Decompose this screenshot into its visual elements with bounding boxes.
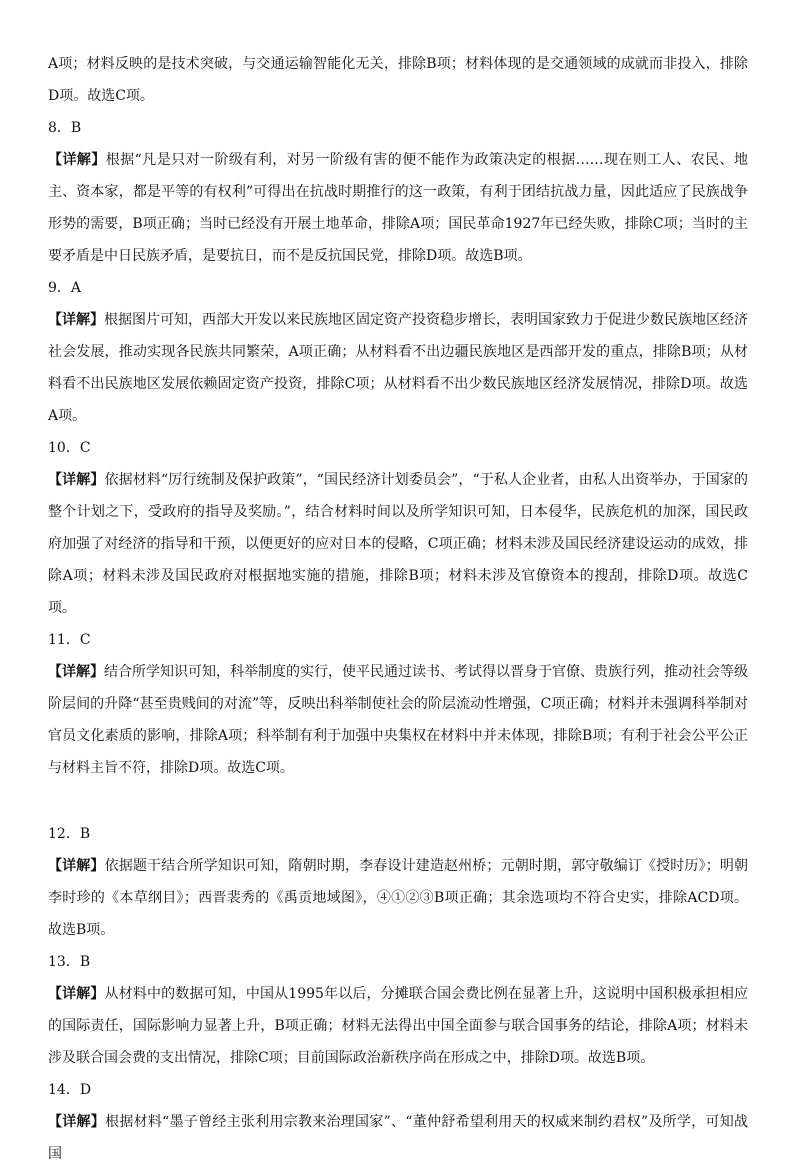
answer-entry-8 <box>48 112 748 272</box>
answer-entry-12 <box>48 818 748 946</box>
explanation-text: 依据材料“厉行统制及保护政策”，“国民经济计划委员会”，“于私人企业者，由私人出资举办，于国家的整个计划之下，受政府的指导及奖励。”，结合材料时间以及所学知识可知，日本侵华，民族危机的加深，国民政府加强了对经济的指导和干预，以便更好的应对日本的侵略，C项正确；材料未涉及国民经济建设运动的成效，排除A项；材料未涉及国民政府对根据地实施的措施，排除B项；材料未涉及官僚资本的搜刮，排除D项。故选C项。 <box>48 472 749 616</box>
explanation-paragraph <box>48 1106 748 1170</box>
explanation-text: 根据图片可知，西部大开发以来民族地区固定资产投资稳步增长，表明国家致力于促进少数民族地区经济社会发展，推动实现各民族共同繁荣，A项正确；从材料看不出边疆民族地区是西部开发的重点，排除B项；从材料看不出民族地区发展依赖固定资产投资，排除C项；从材料看不出少数民族地区经济发展情况，排除D项。故选A项。 <box>48 312 748 424</box>
detail-tag: 【详解】 <box>48 312 104 328</box>
detail-tag: 【详解】 <box>48 858 105 874</box>
detail-tag: 【详解】 <box>48 986 105 1002</box>
answer-page <box>48 48 749 1162</box>
detail-tag: 【详解】 <box>48 472 105 488</box>
blank-gap <box>48 784 748 818</box>
answer-entry-11 <box>48 624 748 784</box>
answer-number: 14．D <box>48 1082 92 1098</box>
answer-entry-9 <box>48 272 748 432</box>
explanation-paragraph <box>48 144 748 272</box>
answer-number: 13．B <box>48 954 91 970</box>
explanation-paragraph <box>48 978 748 1074</box>
explanation-paragraph <box>48 656 748 784</box>
explanation-text: 依据题干结合所学知识可知，隋朝时期，李春设计建造赵州桥；元朝时期，郭守敬编订《授时历》；明朝李时珍的《本草纲目》；西晋裴秀的《禹贡地域图》，④①②③B项正确；其余选项均不符合史实，排除ACD项。故选B项。 <box>48 858 749 938</box>
explanation-paragraph <box>48 464 748 624</box>
explanation-paragraph <box>48 304 748 432</box>
detail-tag: 【详解】 <box>48 1114 106 1130</box>
intro-paragraph: A项；材料反映的是技术突破，与交通运输智能化无关，排除B项；材料体现的是交通领域的成就而非投入，排除D项。故选C项。 <box>48 56 748 104</box>
detail-tag: 【详解】 <box>48 152 106 168</box>
answer-entry-13 <box>48 946 748 1074</box>
answer-number: 8．B <box>48 120 82 136</box>
explanation-text: 从材料中的数据可知，中国从1995年以后，分摊联合国会费比例在显著上升，这说明中国积极承担相应的国际责任，国际影响力显著上升，B项正确；材料无法得出中国全面参与联合国事务的结论，排除A项；材料未涉及联合国会费的支出情况，排除C项；目前国际政治新秩序尚在形成之中，排除D项。故选B项。 <box>48 986 748 1066</box>
detail-tag: 【详解】 <box>48 664 104 680</box>
answer-number: 11．C <box>48 632 91 648</box>
answer-number: 9．A <box>48 280 82 296</box>
answer-number: 10．C <box>48 440 91 456</box>
explanation-text: 根据“凡是只对一阶级有利，对另一阶级有害的便不能作为政策决定的根据……现在则工人、农民、地主、资本家，都是平等的有权利”可得出在抗战时期推行的这一政策，有利于团结抗战力量，因此适应了民族战争形势的需要，B项正确；当时已经没有开展土地革命，排除A项；国民革命1927年已经失败，排除C项；当时的主要矛盾是中日民族矛盾，是要抗日，而不是反抗国民党，排除D项。故选B项。 <box>48 152 749 264</box>
answer-number: 12．B <box>48 826 91 842</box>
explanation-paragraph <box>48 850 748 946</box>
answer-entry-14 <box>48 1074 748 1170</box>
answer-entry-10 <box>48 432 748 624</box>
explanation-text: 结合所学知识可知，科举制度的实行，使平民通过读书、考试得以晋身于官僚、贵族行列，推动社会等级阶层间的升降“甚至贵贱间的对流”等，反映出科举制使社会的阶层流动性增强，C项正确；材料并未强调科举制对官员文化素质的影响，排除A项；科举制有利于加强中央集权在材料中并未体现，排除B项；有利于社会公平公正与材料主旨不符，排除D项。故选C项。 <box>48 664 748 776</box>
explanation-text: 根据材料“墨子曾经主张利用宗教来治理国家”、“董仲舒希望利用天的权威来制约君权”及所学，可知战国 <box>48 1114 748 1162</box>
